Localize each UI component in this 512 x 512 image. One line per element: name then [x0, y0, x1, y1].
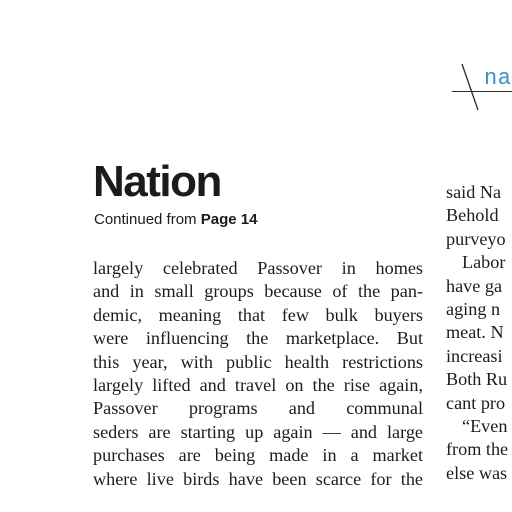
section-rule — [452, 91, 512, 92]
adjacent-line: Labor — [462, 252, 506, 273]
body-line: were influencing the marketplace. But — [93, 328, 423, 349]
body-line: seders are starting up again — and large — [93, 421, 423, 442]
body-line: largely lifted and travel on the rise again, — [93, 374, 423, 395]
adjacent-line: have ga — [446, 275, 503, 296]
body-line: this year, with public health restrictions — [93, 351, 423, 372]
adjacent-line: aging n — [446, 298, 501, 319]
article-body-column — [93, 257, 423, 491]
adjacent-line: else was — [446, 462, 508, 483]
section-header — [448, 62, 512, 112]
body-line: and in small groups because of the pan- — [93, 281, 423, 302]
section-slash-icon — [448, 62, 488, 112]
adjacent-line: purveyo — [446, 228, 506, 249]
article-headline: Nation — [93, 157, 221, 206]
adjacent-line: cant pro — [446, 392, 506, 413]
body-line: where live birds have been scarce for the — [93, 468, 423, 489]
adjacent-line: “Even — [462, 415, 508, 436]
adjacent-line: said Na — [446, 182, 502, 202]
adjacent-line: meat. N — [446, 322, 504, 343]
adjacent-line: from the — [446, 439, 509, 460]
section-label: na — [484, 66, 512, 91]
jump-page: Page 14 — [200, 211, 258, 228]
jump-prefix: Continued from — [94, 211, 201, 228]
adjacent-column — [446, 181, 512, 485]
adjacent-line: increasi — [446, 345, 503, 366]
body-line: demic, meaning that few bulk buyers — [93, 304, 423, 325]
jump-line — [94, 211, 257, 228]
body-line: purchases are being made in a market — [93, 445, 423, 466]
body-line: largely celebrated Passover in homes — [93, 258, 423, 278]
adjacent-line: Both Ru — [446, 369, 508, 390]
adjacent-line: Behold — [446, 205, 499, 226]
body-line: Passover programs and communal — [93, 398, 423, 419]
